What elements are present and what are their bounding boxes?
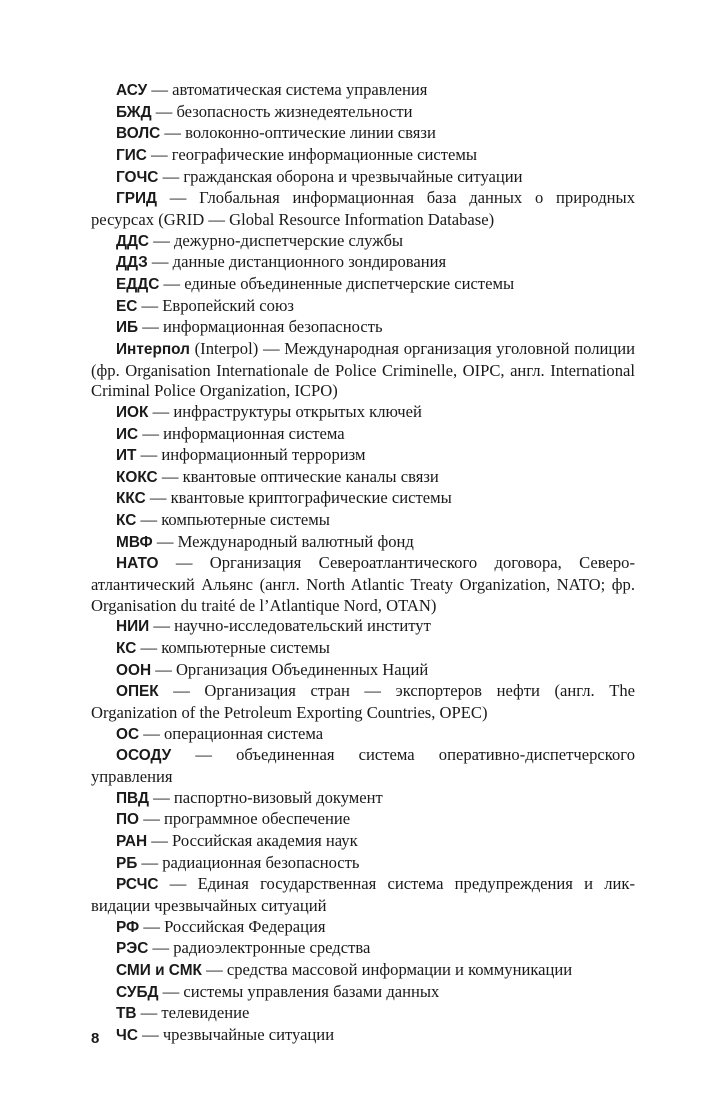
list-item <box>91 982 635 1004</box>
abbreviation: ГОЧС <box>116 168 159 186</box>
abbreviation: ДДЗ <box>116 254 148 272</box>
abbreviation: ОПЕК <box>116 683 159 701</box>
definition: — компьютерные системы <box>136 638 330 658</box>
list-item <box>91 123 635 145</box>
list-item <box>91 296 635 318</box>
list-item <box>91 724 635 746</box>
definition: — Глобальная информационная база данных о природных ресурсах (GRID — Global Resource Information Database) <box>91 188 635 229</box>
abbreviation: КС <box>116 640 137 658</box>
abbreviation: ЧС <box>116 1026 138 1044</box>
abbreviation: БЖД <box>116 103 152 121</box>
abbreviation: ТВ <box>116 1005 137 1023</box>
list-item <box>91 788 635 810</box>
abbreviation: ЕДДС <box>116 275 160 293</box>
definition: — компьютерные системы <box>136 510 330 530</box>
list-item <box>91 510 635 532</box>
definition: — Российская Федерация <box>139 916 326 936</box>
abbreviation: ООН <box>116 661 152 679</box>
abbreviation: ИТ <box>116 447 137 465</box>
abbreviation: Интерпол <box>116 340 190 358</box>
definition: — системы управления базами данных <box>158 981 440 1001</box>
abbreviation: СУБД <box>116 983 159 1001</box>
list-item <box>91 532 635 554</box>
definition: — операционная система <box>139 723 324 743</box>
definition: — паспортно-визовый документ <box>148 787 383 807</box>
definition: — дежурно-диспетчерские службы <box>149 230 404 250</box>
abbreviation: РФ <box>116 918 140 936</box>
list-item <box>91 1025 635 1047</box>
abbreviation: ДДС <box>116 232 150 250</box>
list-item <box>91 145 635 167</box>
definition: — гражданская оборона и чрезвычайные ситуации <box>158 166 523 186</box>
abbreviation: ИС <box>116 425 139 443</box>
list-item <box>91 274 635 296</box>
list-item <box>91 1003 635 1025</box>
definition: — объединенная система оперативно-диспетчерского управления <box>91 745 635 786</box>
list-item <box>91 167 635 189</box>
list-item <box>91 252 635 274</box>
list-item <box>91 424 635 446</box>
abbreviation: НИИ <box>116 618 150 636</box>
definition: — Международный валютный фонд <box>152 531 414 551</box>
definition: — Европейский союз <box>137 295 294 315</box>
definition: — данные дистанционного зондирования <box>147 252 447 272</box>
abbreviation: ГРИД <box>116 190 158 208</box>
definition: — Организация стран — экспортеров нефти (англ. The Organization of the Petroleum Exporting Countries, OPEC) <box>91 681 635 723</box>
list-item <box>91 102 635 124</box>
definition: — Организация Североатлантического договора, Североатлантический Альянс (англ. North Atlantic Treaty Organization, NATO; фр. Organisation du traité de l’Atlantique Nord, OTAN) <box>91 553 635 615</box>
list-item <box>91 80 635 102</box>
list-item <box>91 317 635 339</box>
list-item <box>91 917 635 939</box>
abbreviation: ОСОДУ <box>116 747 172 765</box>
definition: (Interpol) — Международная организация уголовной полиции (фр. Organisation Internationale de Police Criminelle, OIPC, англ. International Criminal Police Organization, ICPO) <box>91 338 635 401</box>
abbreviation: АСУ <box>116 82 148 99</box>
abbreviation: ККС <box>116 490 146 508</box>
definition: — безопасность жизнедеятельности <box>151 101 413 121</box>
definition: — автоматическая система управления <box>147 80 428 99</box>
abbreviation: НАТО <box>116 555 159 573</box>
definition: — единые объединенные диспетчерские системы <box>159 273 515 293</box>
abbreviation: РЭС <box>116 940 149 958</box>
list-item <box>91 339 635 402</box>
page-number: 8 <box>91 1030 100 1047</box>
abbreviation: ПВД <box>116 789 149 807</box>
definition: — информационная безопасность <box>138 317 383 337</box>
definition: — географические информационные системы <box>146 144 478 164</box>
definition: — квантовые оптические каналы связи <box>157 466 439 486</box>
definition: — программное обеспечение <box>139 809 351 829</box>
list-item <box>91 553 635 616</box>
abbreviation-list <box>91 80 635 1047</box>
abbreviation: РБ <box>116 854 138 872</box>
definition: — квантовые криптографические системы <box>145 488 452 508</box>
list-item <box>91 745 635 787</box>
list-item <box>91 874 635 916</box>
list-item <box>91 402 635 424</box>
definition: — инфраструктуры открытых ключей <box>148 401 422 421</box>
list-item <box>91 960 635 982</box>
list-item <box>91 467 635 489</box>
list-item <box>91 681 635 723</box>
abbreviation: ГИС <box>116 146 147 164</box>
list-item <box>91 188 635 230</box>
list-item <box>91 938 635 960</box>
list-item <box>91 809 635 831</box>
abbreviation: ИБ <box>116 319 139 337</box>
list-item <box>91 616 635 638</box>
definition: — радиационная безопасность <box>137 852 360 872</box>
definition: — Единая государственная система предупреждения и ликвидации чрезвычайных ситуаций <box>91 874 635 915</box>
definition: — радиоэлектронные средства <box>148 938 371 958</box>
list-item <box>91 853 635 875</box>
definition: — средства массовой информации и коммуникации <box>201 959 573 979</box>
list-item <box>91 831 635 853</box>
abbreviation: КОКС <box>116 468 158 486</box>
definition: — чрезвычайные ситуации <box>137 1024 335 1044</box>
list-item <box>91 445 635 467</box>
list-item <box>91 638 635 660</box>
abbreviation: ЕС <box>116 297 138 315</box>
definition: — научно-исследовательский институт <box>149 616 431 636</box>
abbreviation: КС <box>116 512 137 530</box>
definition: — информационная система <box>138 423 345 443</box>
abbreviation: СМИ и СМК <box>116 961 202 979</box>
list-item <box>91 660 635 682</box>
definition: — телевидение <box>136 1003 250 1023</box>
abbreviation: РСЧС <box>116 876 159 894</box>
abbreviation: ПО <box>116 811 140 829</box>
definition: — Российская академия наук <box>147 830 358 850</box>
abbreviation: РАН <box>116 832 148 850</box>
abbreviation: ОС <box>116 725 140 743</box>
abbreviation: МВФ <box>116 533 153 551</box>
list-item <box>91 488 635 510</box>
abbreviation: ИОК <box>116 403 149 421</box>
definition: — информационный терроризм <box>136 445 366 465</box>
definition: — волоконно-оптические линии связи <box>160 123 436 143</box>
definition: — Организация Объединенных Наций <box>151 659 429 679</box>
list-item <box>91 231 635 253</box>
abbreviation: ВОЛС <box>116 125 161 143</box>
